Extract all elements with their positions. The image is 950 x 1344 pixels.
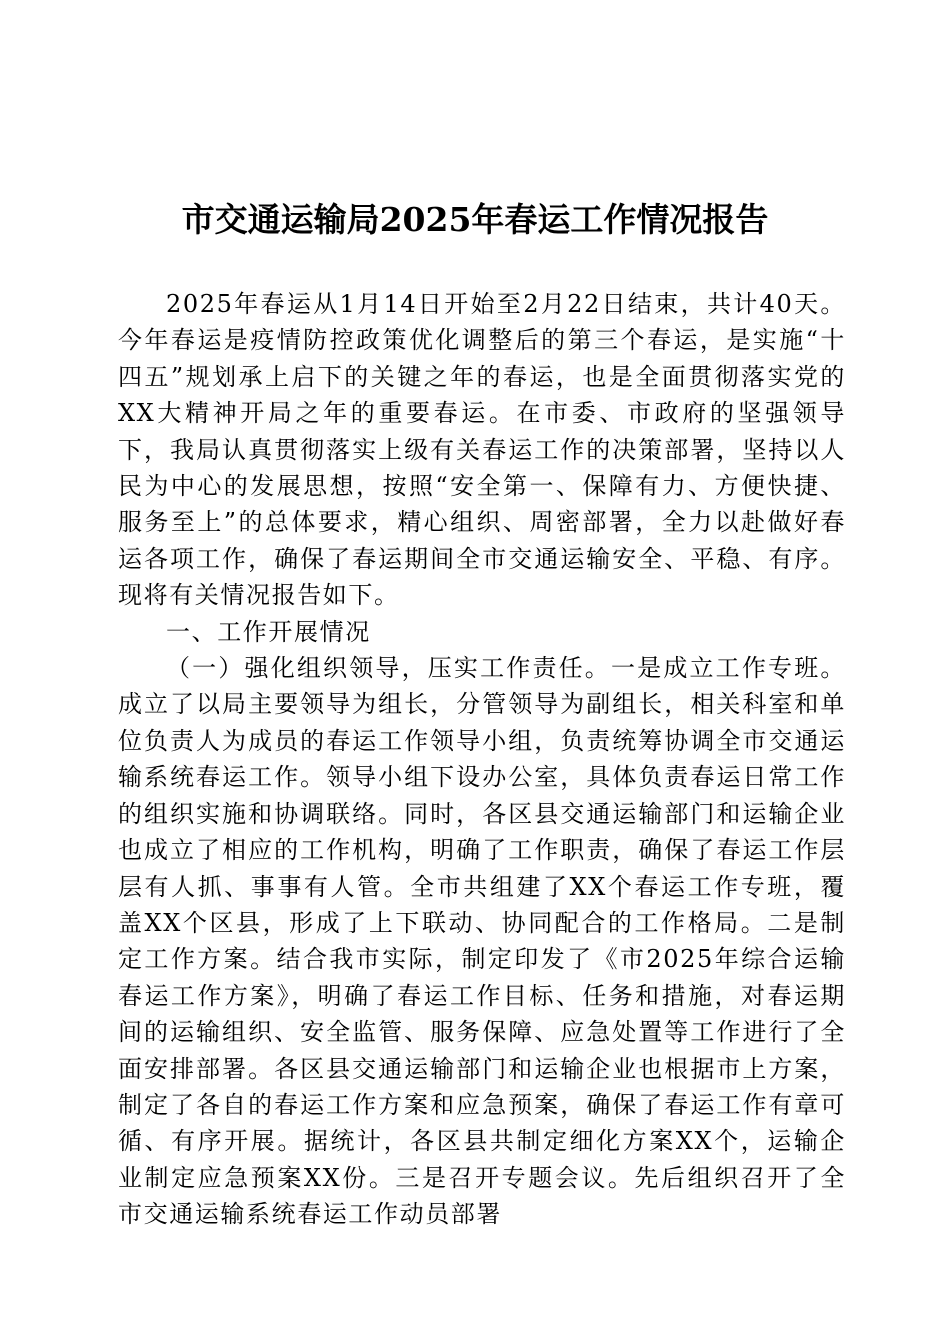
intro-paragraph: 2025年春运从1月14日开始至2月22日结束，共计40天。今年春运是疫情防控政策优化调整后的第三个春运，是实施“十四五”规划承上启下的关键之年的春运，也是全面贯彻落实党的XX大精神开局之年的重要春运。在市委、市政府的坚强领导下，我局认真贯彻落实上级有关春运工作的决策部署，坚持以人民为中心的发展思想，按照“安全第一、保障有力、方便快捷、服务至上”的总体要求，精心组织、周密部署，全力以赴做好春运各项工作，确保了春运期间全市交通运输安全、平稳、有序。现将有关情况报告如下。 bbox=[118, 290, 846, 610]
section-heading: 一、工作开展情况 bbox=[166, 617, 371, 646]
document-body bbox=[118, 286, 846, 1233]
document-title: 市交通运输局2025年春运工作情况报告 bbox=[181, 200, 769, 239]
subsection-paragraph bbox=[118, 650, 846, 1233]
subsection-body: 一是成立工作专班。成立了以局主要领导为组长，分管领导为副组长，相关科室和单位负责人为成员的春运工作领导小组，负责统筹协调全市交通运输系统春运工作。领导小组下设办公室，具体负责春运日常工作的组织实施和协调联络。同时，各区县交通运输部门和运输企业也成立了相应的工作机构，明确了工作职责，确保了春运工作层层有人抓、事事有人管。全市共组建了XX个春运工作专班，覆盖XX个区县，形成了上下联动、协同配合的工作格局。二是制定工作方案。结合我市实际，制定印发了《市2025年综合运输春运工作方案》，明确了春运工作目标、任务和措施，对春运期间的运输组织、安全监管、服务保障、应急处置等工作进行了全面安排部署。各区县交通运输部门和运输企业也根据市上方案，制定了各自的春运工作方案和应急预案，确保了春运工作有章可循、有序开展。据统计，各区县共制定细化方案XX个，运输企业制定应急预案XX份。三是召开专题会议。先后组织召开了全市交通运输系统春运工作动员部署 bbox=[118, 654, 846, 1229]
subsection-lead: （一）强化组织领导，压实工作责任。 bbox=[166, 654, 611, 683]
